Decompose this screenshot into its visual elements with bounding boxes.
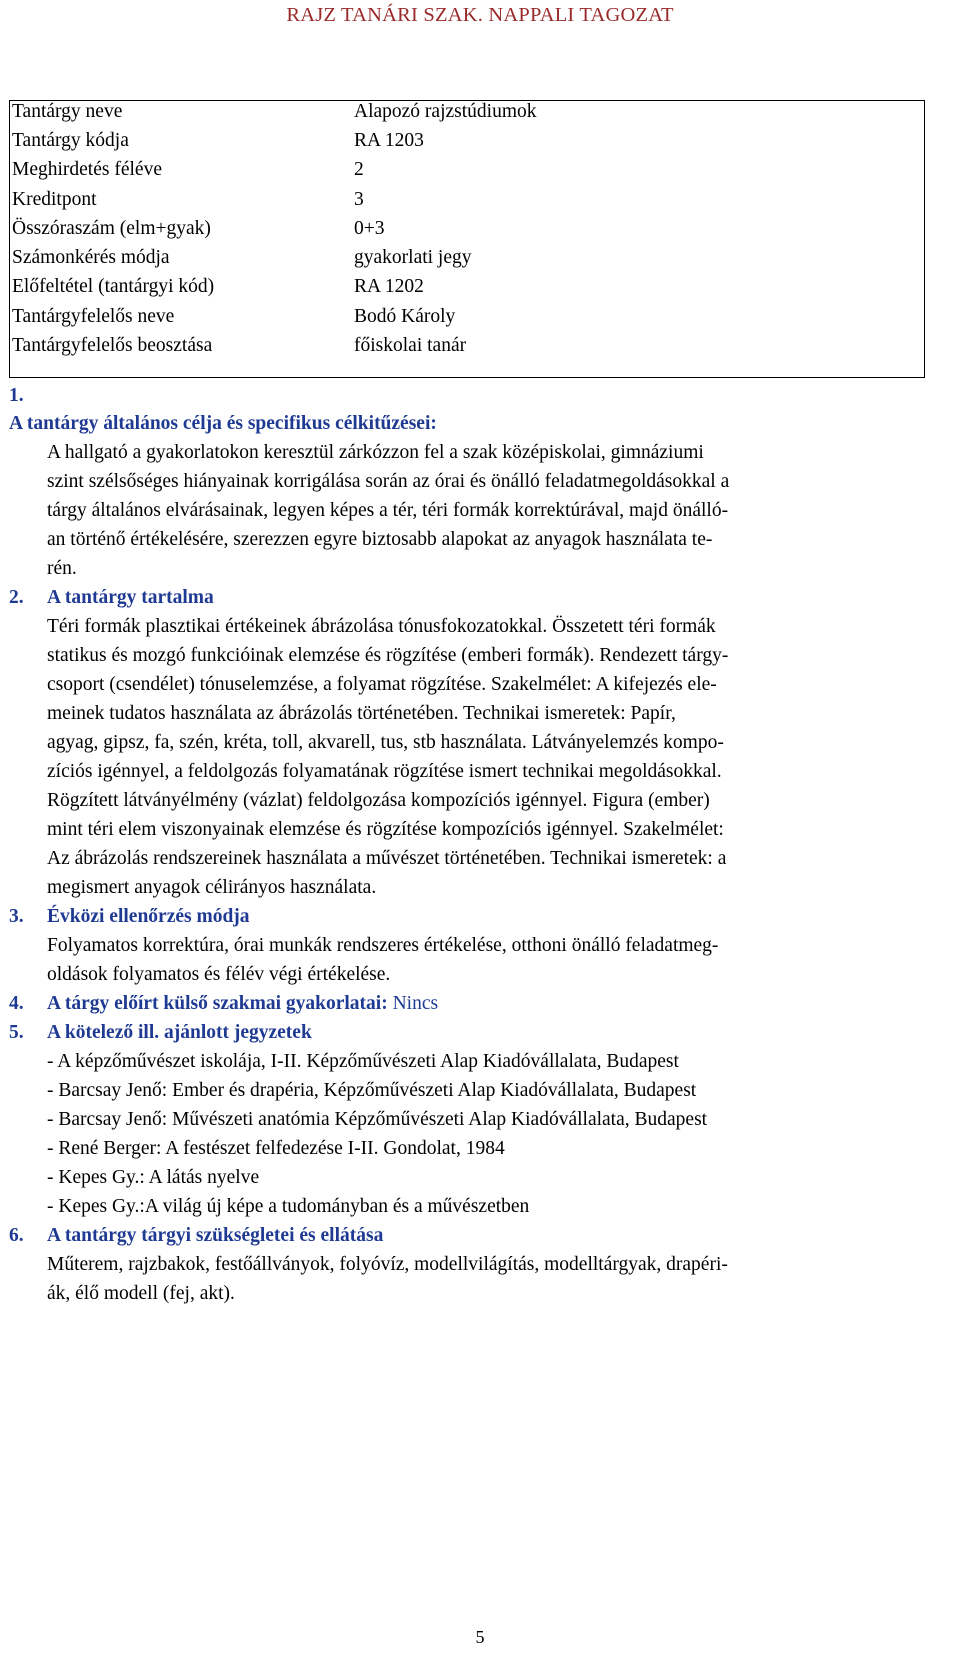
section-3-line: oldások folyamatos és félév végi értékelése. <box>47 964 391 985</box>
section-6-line: ák, élő modell (fej, akt). <box>47 1283 235 1304</box>
reference-item: - Kepes Gy.:A világ új képe a tudományban és a művészetben <box>47 1196 530 1217</box>
info-row <box>10 335 924 362</box>
section-6-title: A tantárgy tárgyi szükségletei és ellátása <box>47 1225 384 1246</box>
reference-item: - Barcsay Jenő: Művészeti anatómia Képzőművészeti Alap Kiadóvállalata, Budapest <box>47 1109 708 1130</box>
section-2-line: Rögzített látványélmény (vázlat) feldolgozása kompozíciós igénnyel. Figura (ember) <box>47 790 710 811</box>
section-4-number: 4. <box>9 993 24 1014</box>
info-label: Kreditpont <box>12 189 97 210</box>
info-value: 0+3 <box>354 218 385 239</box>
info-row <box>10 101 924 128</box>
section-2-line: csoport (csendélet) tónuselemzése, a folyamat rögzítése. Szakelmélet: A kifejezés ele- <box>47 674 717 695</box>
info-row <box>10 218 924 245</box>
section-2-line: statikus és mozgó funkcióinak elemzése és rögzítése (emberi formák). Rendezett tárgy- <box>47 645 729 666</box>
section-2-line: Téri formák plasztikai értékeinek ábrázolása tónusfokozatokkal. Összetett téri formák <box>47 616 716 637</box>
info-row <box>10 189 924 216</box>
section-1-number: 1. <box>9 385 24 406</box>
section-6-line: Műterem, rajzbakok, festőállványok, folyóvíz, modellvilágítás, modelltárgyak, drapéri- <box>47 1254 728 1275</box>
section-3-number: 3. <box>9 906 24 927</box>
page-header: RAJZ TANÁRI SZAK. NAPPALI TAGOZAT <box>286 4 674 26</box>
section-1-line: an történő értékelésére, szerezzen egyre biztosabb alapokat az anyagok használata te- <box>47 529 713 550</box>
reference-item: - René Berger: A festészet felfedezése I-II. Gondolat, 1984 <box>47 1138 505 1159</box>
section-3-heading <box>9 906 250 928</box>
info-row <box>10 159 924 186</box>
info-label: Tantárgy kódja <box>12 130 129 151</box>
section-2-number: 2. <box>9 587 24 608</box>
section-5-title: A kötelező ill. ajánlott jegyzetek <box>47 1022 312 1043</box>
info-label: Számonkérés módja <box>12 247 170 268</box>
section-1-line: szint szélsőséges hiányainak korrigálása során az órai és önálló feladatmegoldásokkal a <box>47 471 730 492</box>
info-label: Tantárgyfelelős beosztása <box>12 335 213 356</box>
section-2-line: agyag, gipsz, fa, szén, kréta, toll, akvarell, tus, stb használata. Látványelemzés kompo- <box>47 732 724 753</box>
section-1-line: tárgy általános elvárásainak, legyen képes a tér, téri formák korrektúrával, majd önálló- <box>47 500 729 521</box>
info-value: gyakorlati jegy <box>354 247 472 268</box>
section-5-heading <box>9 1022 312 1044</box>
section-1-line: rén. <box>47 558 77 579</box>
info-row <box>10 306 924 333</box>
subject-info-table <box>9 100 925 378</box>
section-1-title: A tantárgy általános célja és specifikus célkitűzései: <box>9 413 437 434</box>
info-value: Alapozó rajzstúdiumok <box>354 101 537 122</box>
section-2-line: mint téri elem viszonyainak elemzése és rögzítése kompozíciós igénnyel. Szakelmélet: <box>47 819 724 840</box>
info-label: Tantárgy neve <box>12 101 123 122</box>
section-2-line: meinek tudatos használata az ábrázolás történetében. Technikai ismeretek: Papír, <box>47 703 676 724</box>
section-3-line: Folyamatos korrektúra, órai munkák rendszeres értékelése, otthoni önálló feladatmeg- <box>47 935 719 956</box>
reference-item: - Barcsay Jenő: Ember és drapéria, Képzőművészeti Alap Kiadóvállalata, Budapest <box>47 1080 697 1101</box>
reference-item: - A képzőművészet iskolája, I-II. Képzőművészeti Alap Kiadóvállalata, Budapest <box>47 1051 679 1072</box>
section-6-number: 6. <box>9 1225 24 1246</box>
section-5-number: 5. <box>9 1022 24 1043</box>
section-2-line: zíciós igénnyel, a feldolgozás folyamatának rögzítése ismert technikai megoldásokkal. <box>47 761 722 782</box>
info-label: Összóraszám (elm+gyak) <box>12 218 211 239</box>
section-3-title: Évközi ellenőrzés módja <box>47 906 250 927</box>
section-4-heading <box>9 993 438 1015</box>
info-row <box>10 130 924 157</box>
info-value: RA 1203 <box>354 130 424 151</box>
info-label: Meghirdetés féléve <box>12 159 162 180</box>
reference-item: - Kepes Gy.: A látás nyelve <box>47 1167 260 1188</box>
section-2-title: A tantárgy tartalma <box>47 587 214 608</box>
section-2-heading <box>9 587 214 609</box>
section-2-line: Az ábrázolás rendszereinek használata a művészet történetében. Technikai ismeretek: a <box>47 848 727 869</box>
info-label: Tantárgyfelelős neve <box>12 306 175 327</box>
info-row <box>10 276 924 303</box>
section-4-title: A tárgy előírt külső szakmai gyakorlatai: <box>47 993 388 1014</box>
info-value: Bodó Károly <box>354 306 456 327</box>
page-number: 5 <box>475 1627 485 1647</box>
section-4-value: Nincs <box>387 993 439 1014</box>
info-label: Előfeltétel (tantárgyi kód) <box>12 276 215 297</box>
info-value: 2 <box>354 159 364 180</box>
section-6-heading <box>9 1225 383 1247</box>
section-1-line: A hallgató a gyakorlatokon keresztül zárkózzon fel a szak középiskolai, gimnáziumi <box>47 442 704 463</box>
info-value: RA 1202 <box>354 276 424 297</box>
info-value: főiskolai tanár <box>354 335 467 356</box>
section-2-line: megismert anyagok célirányos használata. <box>47 877 377 898</box>
info-value: 3 <box>354 189 364 210</box>
info-row <box>10 247 924 274</box>
